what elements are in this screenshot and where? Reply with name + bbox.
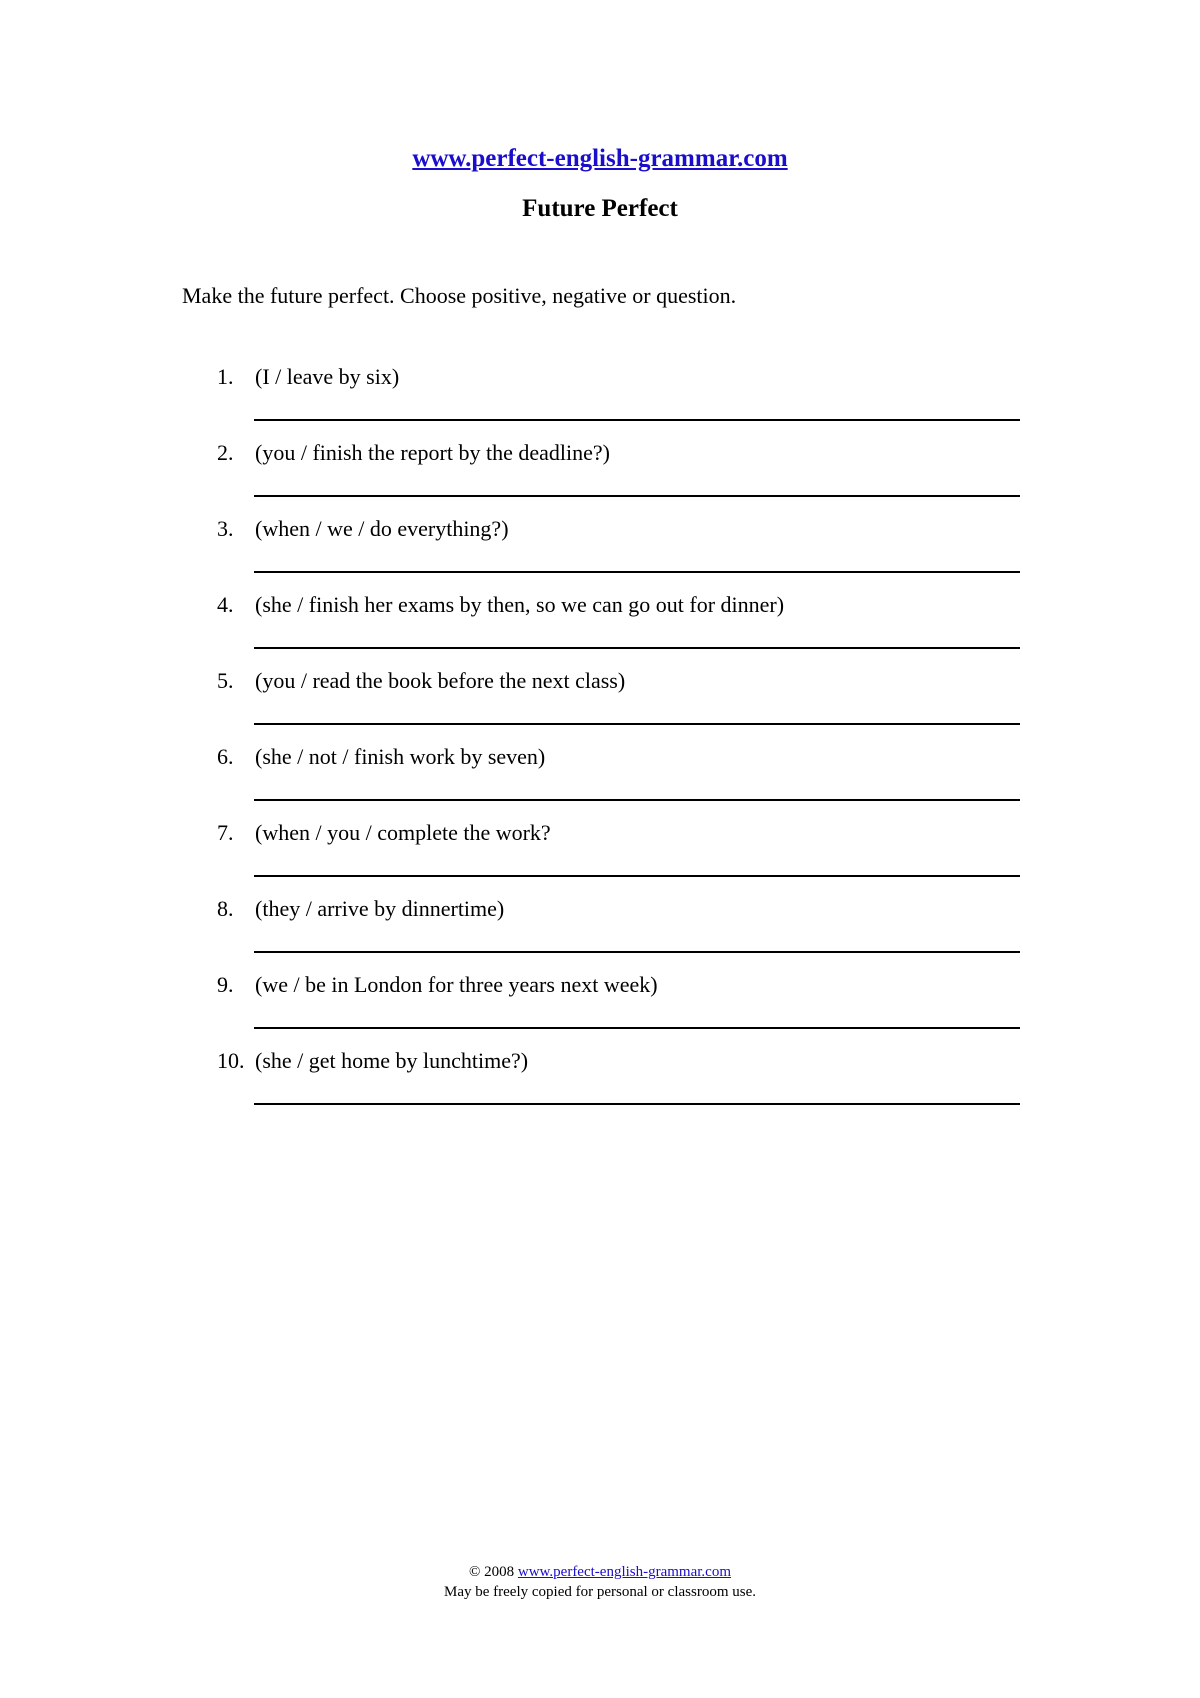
exercise-number: 7. <box>217 820 234 845</box>
instructions: Make the future perfect. Choose positive, negative or question. <box>182 283 737 308</box>
answer-line[interactable] <box>254 647 1020 649</box>
exercise-prompt: (when / we / do everything?) <box>255 516 509 541</box>
answer-line[interactable] <box>254 875 1020 877</box>
answer-line[interactable] <box>254 571 1020 573</box>
answer-line[interactable] <box>254 1027 1020 1029</box>
answer-line[interactable] <box>254 951 1020 953</box>
exercise-item <box>0 515 1200 591</box>
exercise-number: 8. <box>217 896 234 921</box>
copyright-text: © 2008 <box>468 1564 515 1580</box>
exercise-prompt: (we / be in London for three years next week) <box>255 972 658 997</box>
exercise-prompt: (they / arrive by dinnertime) <box>255 896 505 921</box>
exercise-number: 3. <box>217 516 234 541</box>
answer-line[interactable] <box>254 799 1020 801</box>
exercise-prompt: (you / read the book before the next class) <box>255 668 626 693</box>
footer-copyright-line <box>0 1562 1200 1582</box>
exercise-item <box>0 667 1200 743</box>
exercise-number: 2. <box>217 440 234 465</box>
exercise-prompt: (you / finish the report by the deadline?) <box>255 440 610 465</box>
exercise-prompt: (she / not / finish work by seven) <box>255 744 546 769</box>
site-link[interactable]: www.perfect-english-grammar.com <box>412 145 788 172</box>
footer-notice: May be freely copied for personal or classroom use. <box>444 1584 756 1600</box>
footer-site-link[interactable]: www.perfect-english-grammar.com <box>517 1564 732 1580</box>
answer-line[interactable] <box>254 723 1020 725</box>
page-title: Future Perfect <box>522 195 678 222</box>
exercise-item <box>0 895 1200 971</box>
exercise-number: 4. <box>217 592 234 617</box>
exercise-number: 9. <box>217 972 234 997</box>
exercise-item <box>0 743 1200 819</box>
exercise-item <box>0 439 1200 515</box>
exercise-prompt: (she / finish her exams by then, so we can go out for dinner) <box>255 592 785 617</box>
site-link-header <box>0 144 1200 174</box>
exercise-item <box>0 971 1200 1047</box>
exercise-item <box>0 591 1200 667</box>
exercise-item <box>0 1047 1200 1123</box>
exercise-prompt: (I / leave by six) <box>255 364 400 389</box>
answer-line[interactable] <box>254 419 1020 421</box>
exercise-number: 10. <box>217 1048 245 1073</box>
exercise-number: 6. <box>217 744 234 769</box>
exercise-item <box>0 363 1200 439</box>
exercise-prompt: (when / you / complete the work? <box>255 820 551 845</box>
answer-line[interactable] <box>254 495 1020 497</box>
footer <box>0 1562 1200 1602</box>
exercise-list <box>0 363 1200 1123</box>
exercise-number: 1. <box>217 364 234 389</box>
answer-line[interactable] <box>254 1103 1020 1105</box>
exercise-prompt: (she / get home by lunchtime?) <box>255 1048 529 1073</box>
exercise-item <box>0 819 1200 895</box>
exercise-number: 5. <box>217 668 234 693</box>
